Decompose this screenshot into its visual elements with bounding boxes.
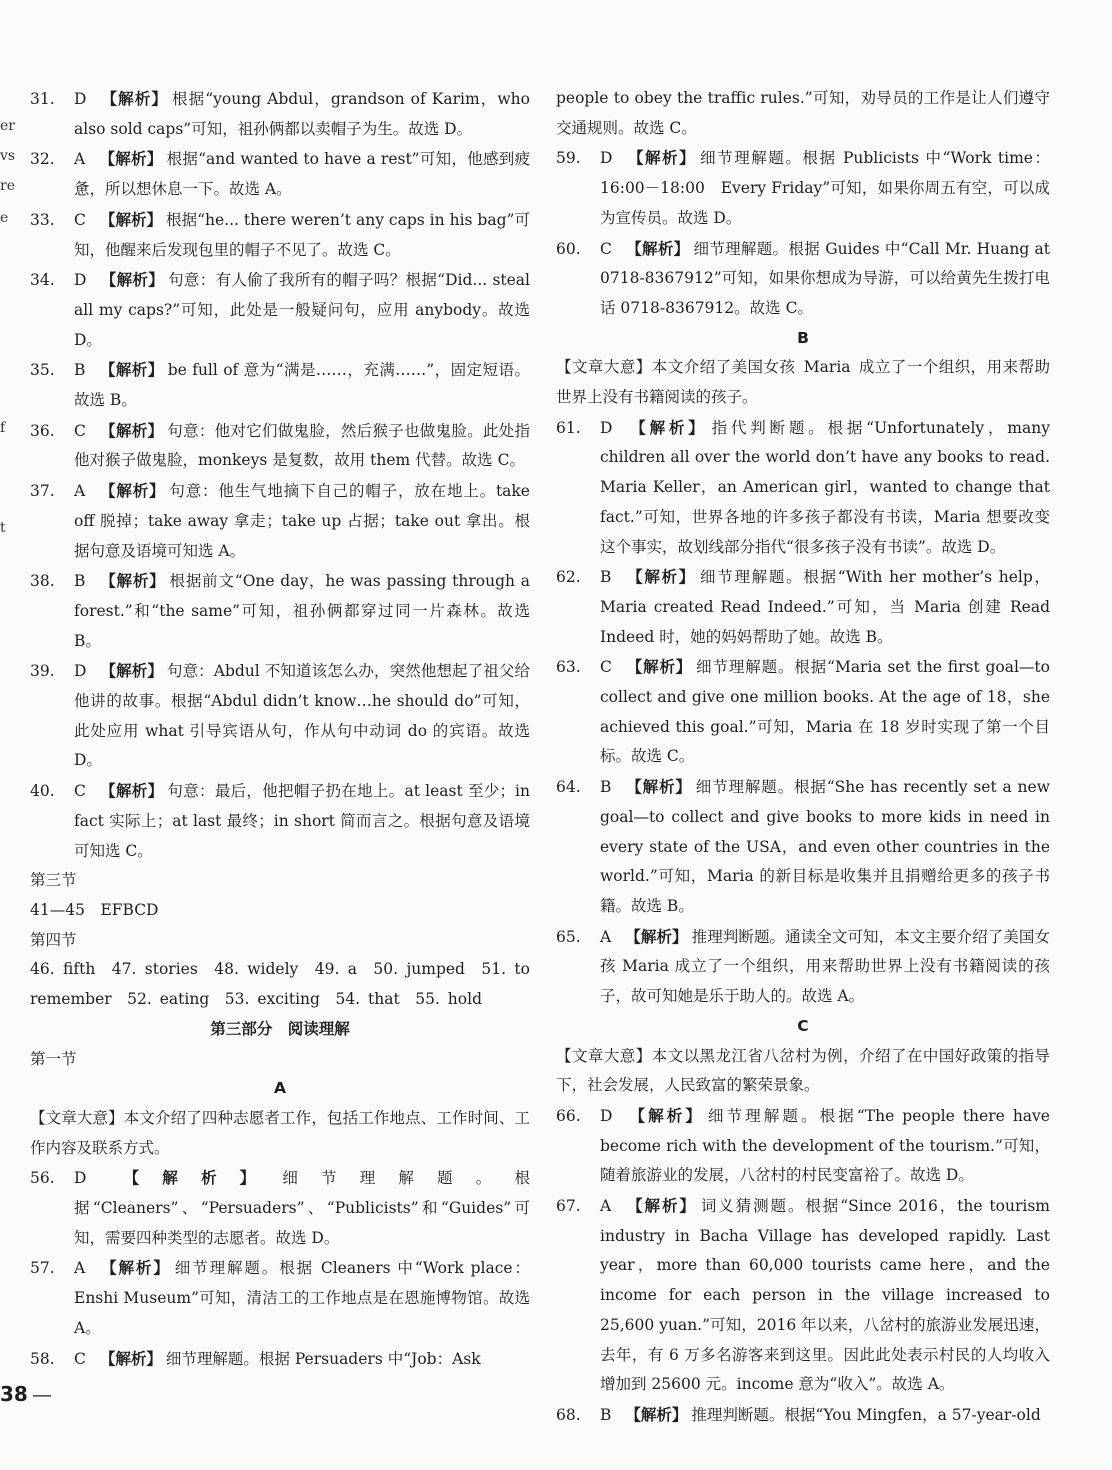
answer-item [30,776,530,866]
question-number: 39. [30,662,55,681]
section-heading: A [274,1079,286,1098]
paragraph: 41—45 EFBCD [30,900,159,919]
analysis-tag: 【解析】 [99,781,164,801]
answer-item [30,1163,530,1253]
subsection-heading: 第一节 [30,1049,77,1068]
answer-letter: D [74,90,87,108]
analysis-text: 句意：他生气地摘下自己的帽子，放在地上。take off 脱掉；take away 拿走；take up 占据；take out 拿出。根据句意及语境可知选 A。 [74,482,530,560]
analysis-text: 词义猜测题。根据“Since 2016，the tourism industry in Bacha Village has developed rapidly. Last year，more than 60,000 tourists came here，and the income for each person in the village increased to 25,600 yuan.”可知，2016 年以来，八岔村的旅游业发展迅速，去年，有 6 万多名游客来到这里。因此此处表示村民的人均收入增加到 25600 元。income 意为“收入”。故选 A。 [600,1197,1050,1394]
answer-letter: A [74,1259,86,1278]
subsection-heading: 第三节 [30,871,77,890]
answer-item [556,143,1050,233]
analysis-text: 句意：Abdul 不知道该怎么办，突然他想起了祖父给他讲的故事。根据“Abdul didn’t know…he should do”可知，此处应用 what 引导宾语从句，作从句中动词 do 的宾语。故选 D。 [74,662,530,770]
edge-fragment: re [0,178,15,194]
analysis-text: be full of 意为“满是……，充满……”，固定短语。故选 B。 [74,361,530,410]
analysis-tag: 【解析】 [99,1348,162,1368]
answer-letter: D [74,271,87,290]
question-number: 38. [30,572,55,591]
answer-item [30,355,530,415]
answer-letter: C [74,421,86,440]
edge-fragment: er [0,118,15,134]
answer-item [30,84,530,144]
analysis-text: 细节理解题。根据 Cleaners 中“Work place：Enshi Museum”可知，清洁工的工作地点是在恩施博物馆。故选 A。 [74,1259,530,1337]
page-number-dash: — [32,1382,52,1406]
analysis-text: 细节理解题。根据 Publicists 中“Work time：16:00－18:00 Every Friday”可知，如果你周五有空，可以成为宣传员。故选 D。 [600,149,1050,227]
continued-text: people to obey the traffic rules.”可知，劝导员的工作是让人们遵守交通规则。故选 C。 [556,89,1050,137]
question-number: 58. [30,1349,55,1368]
analysis-tag: 【解析】 [625,1196,697,1216]
analysis-tag: 【解析】 [625,238,690,258]
analysis-text: 指代判断题。根据“Unfortunately，many children all over the world don’t have any books to read. Maria Keller，an American girl，wanted to change that fact.”可知，世界各地的许多孩子都没有书读，Maria 想要改变这个事实，故划线部分指代“很多孩子没有书读”。故选 D。 [600,418,1050,556]
answer-letter: C [600,239,612,258]
analysis-tag: 【解析】 [99,1258,171,1278]
analysis-tag: 【解析】 [99,571,166,591]
answer-item [30,476,530,566]
analysis-tag: 【解析】 [626,148,697,168]
answer-item [556,922,1050,1012]
question-number: 68. [556,1405,581,1424]
answer-letter: D [74,662,87,681]
answer-item [30,265,530,355]
question-number: 61. [556,418,581,437]
answer-item [30,416,530,476]
answer-letter: B [600,568,612,587]
analysis-tag: 【解析】 [625,926,688,946]
edge-fragment: e [0,210,9,226]
answer-item [30,566,530,656]
answer-letter: B [600,1405,612,1424]
edge-fragment: f [0,420,6,436]
left-column [30,84,530,1374]
page-number: 38 [0,1382,28,1406]
analysis-text: 细节理解题。根据 Guides 中“Call Mr. Huang at 0718-8367912”可知，如果你想成为导游，可以给黄先生拨打电话 0718-8367912。故选 C。 [600,239,1050,317]
section-heading: 第三部分 阅读理解 [210,1019,350,1038]
analysis-text: 推理判断题。根据“You Mingfen，a 57-year-old [691,1405,1041,1424]
answer-letter: C [74,210,86,229]
analysis-text: 细节理解题。根据“The people there have become rich with the development of the tourism.”可知，随着旅游业的发展，八岔村的村民变富裕了。故选 D。 [600,1106,1050,1185]
paragraph: 【文章大意】本文介绍了四种志愿者工作，包括工作地点、工作时间、工作内容及联系方式。 [30,1108,530,1157]
question-number: 56. [30,1169,55,1188]
answer-letter: A [600,1197,612,1216]
analysis-text: 细节理解题。根据“With her mother’s help，Maria created Read Indeed.”可知，当 Maria 创建 Read Indeed 时，她的妈妈帮助了她。故选 B。 [600,568,1050,646]
answer-letter: D [600,418,613,437]
answer-item [30,144,530,204]
question-number: 59. [556,149,581,168]
analysis-tag: 【解析】 [100,661,163,681]
analysis-text: 句意：有人偷了我所有的帽子吗？根据“Did... steal all my caps?”可知，此处是一般疑问句，应用 anybody。故选 D。 [74,271,530,349]
analysis-tag: 【解析】 [99,209,163,229]
answer-item [556,234,1050,324]
answer-letter: D [600,149,613,168]
analysis-text: 句意：最后，他把帽子扔在地上。at least 至少；in fact 实际上；at last 最终；in short 简而言之。根据句意及语境可知选 C。 [74,782,530,860]
answer-letter: C [74,1349,86,1368]
analysis-tag: 【解析】 [626,417,708,437]
analysis-tag: 【解析】 [100,1168,279,1188]
answer-letter: B [600,778,612,797]
answer-item [556,562,1050,652]
subsection-heading: 第四节 [30,930,77,949]
paragraph: 【文章大意】本文介绍了美国女孩 Maria 成立了一个组织，用来帮助世界上没有书籍阅读的孩子。 [556,358,1050,407]
question-number: 60. [556,239,581,258]
answer-letter: A [74,150,86,169]
paragraph: 【文章大意】本文以黑龙江省八岔村为例，介绍了在中国好政策的指导下，社会发展，人民致富的繁荣景象。 [556,1046,1050,1095]
analysis-tag: 【解析】 [625,657,693,677]
analysis-tag: 【解析】 [625,777,692,797]
question-number: 31. [30,90,55,108]
question-number: 32. [30,150,55,169]
answer-letter: A [74,482,86,501]
analysis-tag: 【解析】 [100,270,165,290]
answer-letter: C [74,782,86,801]
analysis-text: 根据前文“One day，he was passing through a forest.”和“the same”可知，祖孙俩都穿过同一片森林。故选 B。 [74,572,530,650]
answer-letter: A [600,927,612,946]
analysis-tag: 【解析】 [625,567,696,587]
question-number: 65. [556,927,581,946]
analysis-tag: 【解析】 [99,360,164,380]
answer-letter: C [600,658,612,677]
answer-letter: D [600,1106,613,1125]
analysis-text: 细节理解题。根据 Persuaders 中“Job：Ask [165,1349,481,1368]
question-number: 34. [30,271,55,290]
analysis-text: 细节理解题。根据“She has recently set a new goal—to collect and give books to more kids in need in every state of the USA，and even other countries in the world.”可知，Maria 的新目标是收集并且捐赠给更多的孩子书籍。故选 B。 [600,778,1050,915]
analysis-tag: 【解析】 [99,149,163,169]
question-number: 33. [30,210,55,229]
question-number: 62. [556,568,581,587]
question-number: 67. [556,1197,581,1216]
analysis-text: 推理判断题。通读全文可知，本文主要介绍了美国女孩 Maria 成立了一个组织，用来帮助世界上没有书籍阅读的孩子，故可知她是乐于助人的。故选 A。 [600,927,1050,1006]
edge-fragment: t [0,520,6,536]
right-column [556,84,1050,1431]
answer-item [556,772,1050,922]
answer-letter: D [74,1169,87,1188]
answer-letter: B [74,361,86,380]
answer-item [556,1191,1050,1400]
question-number: 66. [556,1106,581,1125]
analysis-text: 根据“he... there weren’t any caps in his bag”可知，他醒来后发现包里的帽子不见了。故选 C。 [74,210,530,259]
answer-item [30,656,530,776]
question-number: 63. [556,658,581,677]
answer-item [30,1344,530,1375]
question-number: 36. [30,421,55,440]
answer-item [556,652,1050,772]
question-number: 57. [30,1259,55,1278]
section-heading: C [797,1016,809,1035]
analysis-tag: 【解析】 [100,89,169,108]
question-number: 64. [556,778,581,797]
analysis-tag: 【解析】 [625,1404,688,1424]
analysis-tag: 【解析】 [99,481,166,501]
answer-item [30,205,530,265]
answer-item [556,1400,1050,1431]
analysis-text: 细节理解题。根据“Cleaners”、“Persuaders”、“Publicists”和“Guides”可知，需要四种类型的志愿者。故选 D。 [74,1169,530,1247]
analysis-text: 根据“young Abdul，grandson of Karim，who also sold caps”可知，祖孙俩都以卖帽子为生。故选 D。 [74,90,530,138]
analysis-text: 细节理解题。根据“Maria set the first goal—to collect and give one million books. At the age of 18，she achieved this goal.”可知，Maria 在 18 岁时实现了第一个目标。故选 C。 [600,658,1050,766]
question-number: 37. [30,482,55,501]
answer-letter: B [74,572,86,591]
edge-fragment: vs [0,148,16,164]
analysis-text: 句意：他对它们做鬼脸，然后猴子也做鬼脸。此处指他对猴子做鬼脸，monkeys 是复数，故用 them 代替。故选 C。 [74,421,530,470]
analysis-tag: 【解析】 [626,1105,704,1125]
section-heading: B [797,328,809,347]
answer-item [556,413,1050,563]
question-number: 35. [30,361,55,380]
question-number: 40. [30,782,55,801]
analysis-text: 根据“and wanted to have a rest”可知，他感到疲惫，所以想休息一下。故选 A。 [74,150,530,199]
answer-item [556,1101,1050,1191]
answer-item [30,1253,530,1343]
paragraph: 46. fifth 47. stories 48. widely 49. a 50. jumped 51. to remember 52. eating 53. exciting 54. that 55. hold [30,960,530,1009]
analysis-tag: 【解析】 [99,420,164,440]
